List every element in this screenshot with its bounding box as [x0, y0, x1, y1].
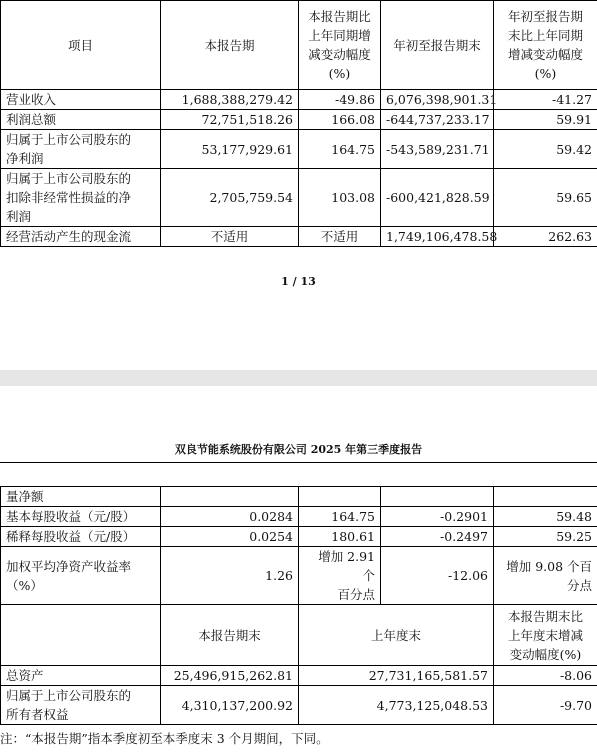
row-ytd-change-line: 59.91 — [556, 112, 592, 127]
row-item — [1, 507, 161, 527]
row-current-line: 0.0254 — [249, 529, 293, 544]
row-ytd-change — [494, 90, 597, 110]
row-current-change-line: 164.75 — [331, 509, 375, 524]
row-current-line: 2,705,759.54 — [209, 190, 293, 205]
header-balance-change-line: 变动幅度(%) — [509, 646, 582, 662]
row-ytd-line: -543,589,231.71 — [386, 141, 490, 157]
row-current — [161, 169, 299, 227]
row-item-line: 归属于上市公司股东的 — [6, 171, 132, 186]
table2-body — [1, 487, 597, 725]
header-ytd — [381, 1, 494, 90]
row-ytd-change — [494, 547, 597, 605]
header-ytd-change-line: 增减变动幅度 — [507, 47, 583, 62]
header-balance-change-line: 上年度末增减 — [507, 627, 583, 643]
row-current-change — [299, 90, 381, 110]
table-row — [1, 110, 597, 130]
row-ytd-line: 1,749,106,478.58 — [386, 229, 498, 244]
table-row — [1, 227, 597, 247]
report-page-2 — [0, 386, 597, 753]
row-ytd-line: 6,076,398,901.31 — [386, 92, 498, 107]
header-current-change-line: 上年同期增 — [308, 28, 371, 43]
header-ytd-change-line: 末比上年同期 — [507, 28, 583, 43]
row-ytd-line: -12.06 — [447, 568, 488, 583]
row-ytd-change-line: -41.27 — [551, 92, 592, 107]
row-current-line: 72,751,518.26 — [201, 112, 293, 127]
row-current — [161, 90, 299, 110]
row-current-line: 1,688,388,279.42 — [181, 92, 293, 107]
row-current-line: 1.26 — [265, 568, 293, 583]
header-current-change-line: 减变动幅度 — [308, 47, 371, 62]
row-current-line: 0.0284 — [249, 509, 293, 524]
row-ytd-change-line: 59.65 — [556, 190, 592, 205]
table-row — [1, 169, 597, 227]
row-item-line: 归属于上市公司股东的 — [6, 688, 132, 703]
header-current-period — [161, 1, 299, 90]
header-item — [1, 1, 161, 90]
row-current — [161, 227, 299, 247]
row-item-line: 利润 — [6, 209, 32, 224]
row-ytd-change — [494, 527, 597, 547]
header-current-change — [299, 1, 381, 90]
row-item — [1, 527, 161, 547]
row-item-line: 加权平均净资产收益率 — [6, 558, 132, 574]
row-current-change — [299, 527, 381, 547]
row-item-line: 净利润 — [6, 151, 44, 166]
row-current-change-line: 164.75 — [331, 141, 375, 157]
row-ytd-line: -600,421,828.59 — [386, 190, 490, 205]
empty-cell — [299, 487, 381, 507]
row-current-change — [299, 110, 381, 130]
row-item — [1, 666, 161, 686]
row-item-line: 利润总额 — [6, 112, 57, 127]
table-header-row — [1, 1, 597, 90]
row-item-line: 经营活动产生的现金流 — [6, 229, 132, 244]
empty-cell — [381, 487, 494, 507]
row-item-line: 扣除非经常性损益的净 — [6, 190, 132, 205]
row-item — [1, 90, 161, 110]
header-ytd-change — [494, 1, 597, 90]
row-item — [1, 227, 161, 247]
row-prior-line: 4,773,125,048.53 — [376, 697, 488, 713]
row-current-change — [299, 547, 381, 605]
report-header-title: 双良节能系统股份有限公司 2025 年第三季度报告 — [174, 443, 423, 456]
row-prior-line: 27,731,165,581.57 — [368, 668, 488, 683]
row-current — [161, 547, 299, 605]
page-gap — [0, 370, 597, 386]
header-ytd-change-line: (%) — [534, 66, 557, 81]
row-item — [1, 169, 161, 227]
row-current — [161, 130, 299, 169]
row-prior — [299, 666, 494, 686]
row-ytd-change-line: 增加 9.08 个百 — [506, 558, 592, 574]
row-ytd-change-line: 59.25 — [556, 529, 592, 544]
row-item — [1, 130, 161, 169]
table-row — [1, 507, 597, 527]
row-current-change — [299, 507, 381, 527]
row-ytd — [381, 547, 494, 605]
header-current-period-line: 本报告期 — [204, 37, 255, 53]
table-row — [1, 686, 597, 725]
row-ytd — [381, 90, 498, 110]
header-current-change-line: (%) — [328, 66, 351, 81]
row-current-change-line: 103.08 — [331, 190, 375, 205]
row-current-change-line: 166.08 — [331, 112, 375, 127]
row-current-change — [299, 130, 381, 169]
row-change-line: -8.06 — [559, 668, 592, 683]
row-item — [1, 110, 161, 130]
table-row — [1, 527, 597, 547]
row-item — [1, 547, 161, 605]
header-balance-change — [494, 605, 597, 666]
row-item-line: 所有者权益 — [6, 707, 69, 722]
row-ytd-change — [494, 110, 597, 130]
row-current-change-line: 180.61 — [331, 529, 375, 544]
table-row — [1, 487, 597, 507]
row-current-change — [299, 169, 381, 227]
row-current-change-line: -49.86 — [334, 92, 375, 107]
report-page-1 — [0, 0, 597, 370]
header-prior-year-end — [299, 605, 494, 666]
empty-cell — [161, 487, 299, 507]
row-item-line: 稀释每股收益（元/股） — [6, 529, 136, 544]
table-row — [1, 90, 597, 110]
table-row — [1, 130, 597, 169]
balance-header-row — [1, 605, 597, 666]
row-current-change-line: 不适用 — [320, 229, 359, 244]
row-ytd — [381, 110, 494, 130]
header-prior-year-end-line: 上年度末 — [370, 627, 421, 643]
row-current-change-line: 百分点 — [337, 587, 375, 602]
row-current-change — [299, 227, 381, 247]
financial-data-table-part2 — [0, 486, 597, 725]
row-current-line: 25,496,915,262.81 — [173, 668, 293, 683]
row-ytd-change-line: 59.48 — [556, 509, 592, 524]
row-item-line: 总资产 — [6, 668, 44, 683]
row-ytd-change — [494, 169, 597, 227]
header-ytd-line: 年初至报告期末 — [393, 37, 481, 53]
row-change — [494, 686, 597, 725]
financial-data-table-part1 — [0, 0, 597, 247]
row-change — [494, 666, 597, 686]
row-item-line: 营业收入 — [6, 92, 57, 107]
row-ytd-line: -644,737,233.17 — [386, 112, 490, 127]
header-period-end-line: 本报告期末 — [198, 627, 261, 643]
row-current — [161, 686, 299, 725]
row-ytd-change — [494, 130, 597, 169]
table-row — [1, 547, 597, 605]
row-ytd — [381, 169, 494, 227]
row-ytd-change-line: 分点 — [566, 577, 592, 593]
row-item-continued-line: 量净额 — [6, 489, 44, 504]
header-balance-change-line: 本报告期末比 — [507, 608, 583, 624]
row-current-line: 4,310,137,200.92 — [181, 697, 293, 713]
row-ytd-line: -0.2497 — [440, 529, 488, 544]
row-current — [161, 666, 299, 686]
header-item-line: 项目 — [67, 37, 93, 53]
row-ytd-change — [494, 227, 597, 247]
row-item-line: （%） — [6, 577, 43, 593]
header-rule — [0, 462, 597, 463]
row-current-line: 53,177,929.61 — [201, 141, 293, 157]
row-change-line: -9.70 — [559, 697, 592, 713]
row-ytd-change-line: 59.42 — [556, 141, 592, 157]
row-item-line: 归属于上市公司股东的 — [6, 132, 132, 147]
row-current — [161, 527, 299, 547]
row-ytd — [381, 130, 494, 169]
row-ytd-change-line: 262.63 — [548, 229, 592, 244]
row-ytd-change — [494, 507, 597, 527]
header-period-end — [161, 605, 299, 666]
header-ytd-change-line: 年初至报告期 — [507, 9, 583, 24]
row-current — [161, 507, 299, 527]
row-item-line: 基本每股收益（元/股） — [6, 509, 136, 524]
row-item — [1, 686, 161, 725]
row-item-continued — [1, 487, 161, 507]
table-row — [1, 666, 597, 686]
empty-cell — [1, 605, 161, 666]
row-current-line: 不适用 — [210, 229, 249, 244]
row-prior — [299, 686, 494, 725]
row-current-change-line: 增加 2.91 个 — [318, 549, 375, 583]
row-ytd — [381, 227, 498, 247]
row-ytd-line: -0.2901 — [440, 509, 488, 524]
footnote: 注：“本报告期”指本季度初至本季度末 3 个月期间，下同。 — [0, 731, 329, 746]
table1-body — [1, 1, 597, 247]
page-number: 1 / 13 — [281, 275, 316, 288]
header-current-change-line: 本报告期比 — [308, 9, 371, 24]
row-current — [161, 110, 299, 130]
row-ytd — [381, 507, 494, 527]
row-ytd — [381, 527, 494, 547]
empty-cell — [494, 487, 597, 507]
